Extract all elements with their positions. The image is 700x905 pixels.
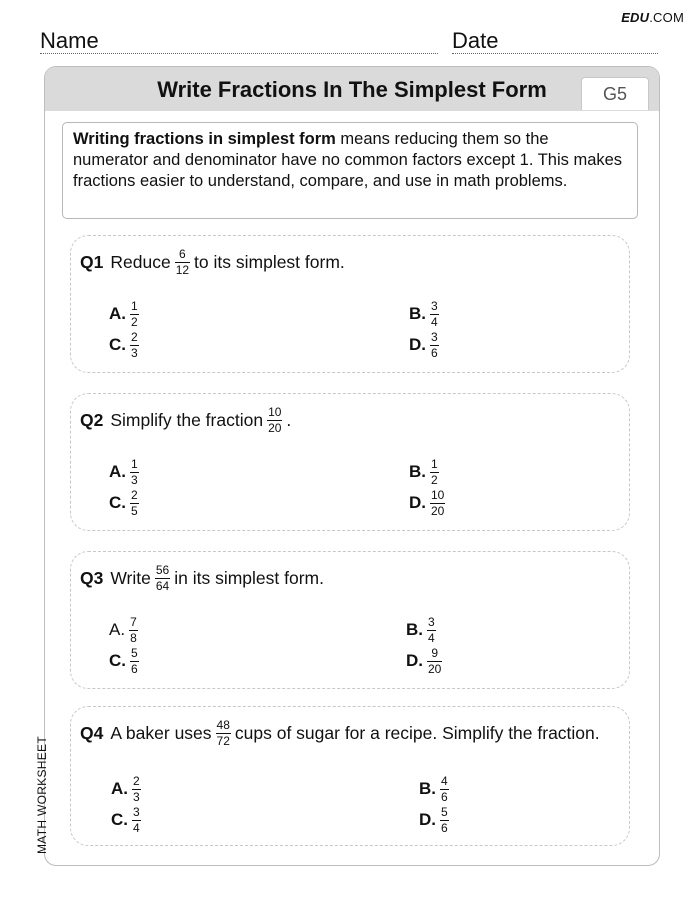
option-label: A. <box>109 620 126 639</box>
option-label: D. <box>406 651 423 670</box>
option-fraction <box>430 331 439 359</box>
option-a[interactable] <box>109 300 141 328</box>
option-b[interactable] <box>419 775 451 803</box>
question-line <box>80 564 324 593</box>
question-line <box>80 406 291 435</box>
option-label: A. <box>109 304 126 323</box>
fraction-numerator: 5 <box>131 646 138 660</box>
option-c[interactable] <box>111 806 143 834</box>
question-text-post: . <box>286 410 292 430</box>
question-fraction <box>155 564 170 593</box>
brand-logo <box>621 10 684 25</box>
fraction-denominator: 6 <box>441 789 448 804</box>
option-c[interactable] <box>109 647 141 675</box>
side-label-text: MATH WORKSHEET <box>35 736 49 854</box>
fraction-numerator: 9 <box>431 646 439 660</box>
option-fraction <box>430 489 445 517</box>
option-fraction <box>430 300 439 328</box>
fraction-denominator: 4 <box>428 630 435 645</box>
option-label: D. <box>409 493 426 512</box>
option-fraction <box>130 489 139 517</box>
option-label: C. <box>109 335 126 354</box>
fraction-denominator: 20 <box>431 503 445 518</box>
question-fraction <box>175 248 190 277</box>
fraction-denominator: 4 <box>133 820 140 835</box>
fraction-numerator: 48 <box>216 718 230 732</box>
question-text-post: in its simplest form. <box>174 568 324 588</box>
option-fraction <box>130 331 139 359</box>
fraction-denominator: 20 <box>268 421 282 435</box>
intro-text: means reducing them so the numerator and denominator have no common factors except 1. This makes fractions easier to understand, compare, and use in math problems. <box>73 130 623 190</box>
date-label: Date <box>452 28 499 53</box>
fraction-denominator: 8 <box>130 630 137 645</box>
question-card-q2 <box>70 393 630 531</box>
option-label: B. <box>406 620 423 639</box>
question-number: Q2 <box>80 410 104 430</box>
question-fraction <box>216 719 231 748</box>
fraction-denominator: 3 <box>133 789 140 804</box>
question-text-post: cups of sugar for a recipe. Simplify the fraction. <box>234 723 600 743</box>
fraction-denominator: 2 <box>431 472 438 487</box>
name-label: Name <box>40 28 99 53</box>
option-fraction <box>427 616 436 644</box>
intro-box <box>62 122 638 219</box>
option-fraction <box>440 775 449 803</box>
question-line <box>80 248 345 277</box>
side-label <box>13 722 53 854</box>
fraction-denominator: 3 <box>131 345 138 360</box>
grade-badge: G5 <box>581 77 649 110</box>
fraction-denominator: 20 <box>428 661 442 676</box>
question-text-pre: Simplify the fraction <box>110 410 264 430</box>
option-fraction <box>430 458 439 486</box>
option-fraction <box>427 647 442 675</box>
question-number: Q3 <box>80 568 104 588</box>
fraction-numerator: 1 <box>131 299 138 313</box>
fraction-numerator: 1 <box>131 457 138 471</box>
fraction-numerator: 2 <box>131 330 138 344</box>
option-b[interactable] <box>409 458 441 486</box>
option-a[interactable] <box>109 616 140 644</box>
question-text-pre: Write <box>110 568 151 588</box>
fraction-numerator: 6 <box>179 247 186 261</box>
option-label: D. <box>409 335 426 354</box>
option-label: A. <box>109 462 126 481</box>
option-d[interactable] <box>409 489 447 517</box>
date-field[interactable] <box>452 28 658 54</box>
option-fraction <box>132 775 141 803</box>
option-fraction <box>129 616 138 644</box>
fraction-numerator: 1 <box>431 457 438 471</box>
question-card-q3 <box>70 551 630 689</box>
option-label: A. <box>111 779 128 798</box>
option-fraction <box>130 300 139 328</box>
brand-part2: .COM <box>649 10 684 25</box>
option-c[interactable] <box>109 331 141 359</box>
fraction-numerator: 3 <box>431 299 438 313</box>
fraction-denominator: 6 <box>431 345 438 360</box>
option-label: D. <box>419 810 436 829</box>
option-d[interactable] <box>409 331 441 359</box>
question-card-q1 <box>70 235 630 373</box>
question-text-pre: Reduce <box>110 252 171 272</box>
fraction-denominator: 6 <box>441 820 448 835</box>
fraction-numerator: 3 <box>428 615 435 629</box>
option-fraction <box>132 806 141 834</box>
fraction-denominator: 6 <box>131 661 138 676</box>
option-c[interactable] <box>109 489 141 517</box>
fraction-denominator: 3 <box>131 472 138 487</box>
title-bar <box>45 67 659 111</box>
fraction-denominator: 12 <box>175 263 190 277</box>
option-label: B. <box>419 779 436 798</box>
question-number: Q4 <box>80 723 104 743</box>
fraction-denominator: 2 <box>131 314 138 329</box>
option-label: C. <box>111 810 128 829</box>
option-label: C. <box>109 651 126 670</box>
option-label: C. <box>109 493 126 512</box>
fraction-numerator: 4 <box>441 774 448 788</box>
option-label: B. <box>409 462 426 481</box>
question-text-post: to its simplest form. <box>194 252 345 272</box>
fraction-denominator: 64 <box>155 579 170 593</box>
name-field[interactable] <box>40 28 438 54</box>
fraction-denominator: 72 <box>216 734 230 748</box>
option-d[interactable] <box>406 647 444 675</box>
worksheet-title: Write Fractions In The Simplest Form <box>157 77 547 102</box>
fraction-numerator: 10 <box>268 405 282 419</box>
option-a[interactable] <box>109 458 141 486</box>
question-number: Q1 <box>80 252 104 272</box>
fraction-denominator: 4 <box>431 314 438 329</box>
question-text-pre: A baker uses <box>110 723 212 743</box>
fraction-numerator: 7 <box>130 615 137 629</box>
option-label: B. <box>409 304 426 323</box>
option-d[interactable] <box>419 806 451 834</box>
fraction-numerator: 3 <box>431 330 438 344</box>
option-fraction <box>130 647 139 675</box>
brand-part1: EDU <box>621 10 650 25</box>
fraction-numerator: 10 <box>431 488 445 502</box>
option-a[interactable] <box>111 775 143 803</box>
question-line <box>80 719 600 748</box>
question-card-q4 <box>70 706 630 846</box>
fraction-numerator: 5 <box>441 805 448 819</box>
option-b[interactable] <box>409 300 441 328</box>
question-fraction <box>267 406 282 435</box>
option-b[interactable] <box>406 616 438 644</box>
fraction-denominator: 5 <box>131 503 138 518</box>
intro-bold: Writing fractions in simplest form <box>73 130 336 148</box>
fraction-numerator: 2 <box>133 774 140 788</box>
fraction-numerator: 56 <box>155 563 170 577</box>
fraction-numerator: 2 <box>131 488 138 502</box>
option-fraction <box>130 458 139 486</box>
option-fraction <box>440 806 449 834</box>
fraction-numerator: 3 <box>133 805 140 819</box>
